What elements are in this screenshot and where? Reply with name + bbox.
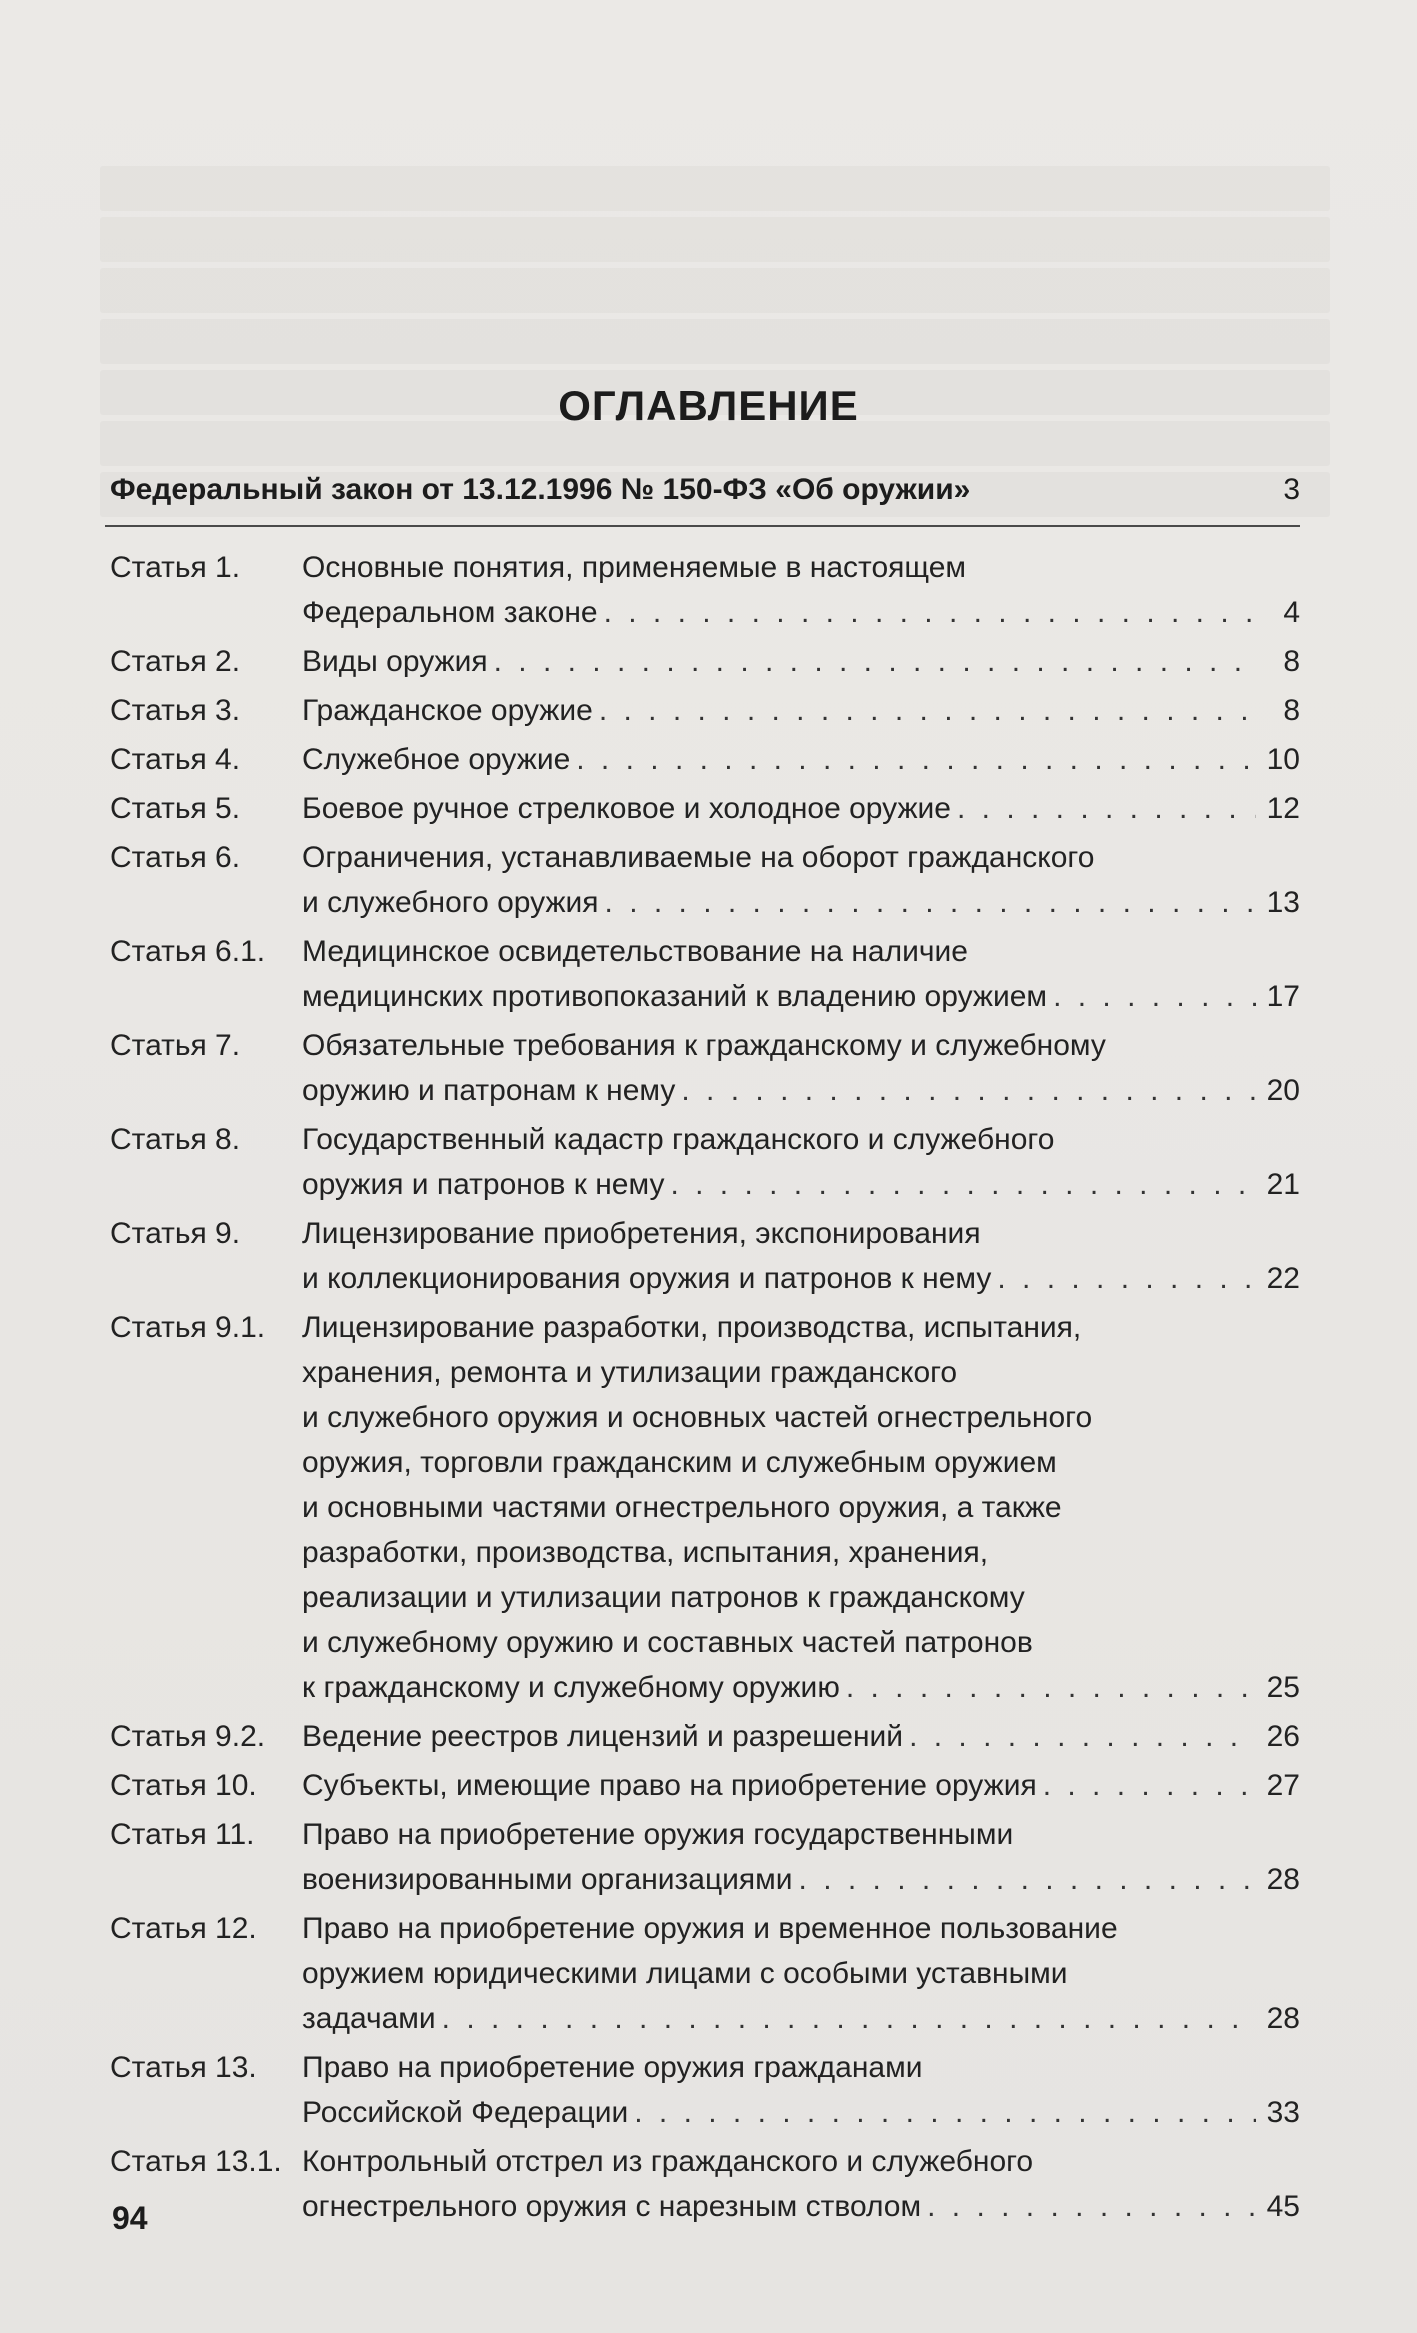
article-title [302,1906,1300,2041]
article-title-last-line [302,1162,1300,1207]
article-title-line: Боевое ручное стрелковое и холодное оружие [302,792,951,825]
page-number: 8 [1283,645,1300,678]
article-title-last-line [302,974,1300,1019]
article-title [302,1117,1300,1207]
article-title-line: оружия и патронов к нему [302,1168,665,1201]
article-title [302,1714,1300,1759]
dot-leader [605,880,1256,925]
page-number: 4 [1283,596,1300,629]
page-number: 17 [1266,980,1300,1013]
article-title-line: Право на приобретение оружия и временное пользование [302,1912,1118,1945]
article-title-last-line [302,1714,1300,1759]
article-title-line: Субъекты, имеющие право на приобретение оружия [302,1769,1037,1802]
article-title-last-line [302,639,1300,684]
dot-leader [909,1714,1256,1759]
article-title [302,1305,1300,1710]
page-number: 26 [1266,1720,1300,1753]
article-number: Статья 6. [110,841,241,874]
article-title-line: Лицензирование приобретения, экспонирования [302,1217,981,1250]
article-title-line: и основными частями огнестрельного оружия, а также [302,1491,1062,1524]
dot-leader [1043,1763,1256,1808]
article-title-line: и служебному оружию и составных частей патронов [302,1626,1033,1659]
table-of-contents [110,545,1300,2233]
toc-entry [110,835,1300,925]
article-title-last-line [302,688,1300,733]
article-title-line: Право на приобретение оружия государственными [302,1818,1014,1851]
article-title-line: Контрольный отстрел из гражданского и служебного [302,2145,1034,2178]
bleed-through-shading [100,160,1330,523]
dot-leader [442,1996,1256,2041]
dot-leader [927,2184,1256,2229]
page-number: 33 [1266,2096,1300,2129]
article-number: Статья 6.1. [110,935,266,968]
article-title-line: Гражданское оружие [302,694,593,727]
law-page-number: 3 [1283,473,1300,506]
article-title [302,737,1300,782]
article-number: Статья 9.2. [110,1720,266,1753]
article-title [302,929,1300,1019]
page-number: 22 [1266,1262,1300,1295]
toc-entry [110,1023,1300,1113]
dot-leader [997,1256,1256,1301]
article-number: Статья 8. [110,1123,241,1156]
article-title [302,1812,1300,1902]
toc-entry [110,786,1300,831]
article-title-line: Служебное оружие [302,743,571,776]
article-title-line: задачами [302,2002,436,2035]
article-title-last-line [302,2090,1300,2135]
article-number: Статья 10. [110,1769,257,1802]
article-title [302,639,1300,684]
article-number: Статья 12. [110,1912,257,1945]
article-title-last-line [302,1068,1300,1113]
article-number: Статья 13.1. [110,2145,282,2178]
article-title-line: Медицинское освидетельствование на наличие [302,935,968,968]
article-title-line: к гражданскому и служебному оружию [302,1671,840,1704]
dot-leader [681,1068,1256,1113]
toc-entry [110,688,1300,733]
article-number: Статья 9.1. [110,1311,266,1344]
dot-leader [634,2090,1256,2135]
page-number: 20 [1266,1074,1300,1107]
article-title-line: огнестрельного оружия с нарезным стволом [302,2190,922,2223]
article-title-last-line [302,1857,1300,1902]
page-number: 10 [1266,743,1300,776]
law-heading: Федеральный закон от 13.12.1996 № 150-ФЗ «Об оружии» [110,473,971,506]
toc-entry [110,1714,1300,1759]
article-number: Статья 4. [110,743,241,776]
article-title [302,835,1300,925]
article-number: Статья 13. [110,2051,257,2084]
article-number: Статья 3. [110,694,241,727]
article-title-line: Основные понятия, применяемые в настоящем [302,551,967,584]
page-folio: 94 [112,2200,148,2236]
article-title-last-line [302,2184,1300,2229]
toc-entry [110,2139,1300,2229]
article-title-line: и служебного оружия и основных частей огнестрельного [302,1401,1093,1434]
article-title [302,1023,1300,1113]
page-title: ОГЛАВЛЕНИЕ [558,382,859,429]
article-title-line: Государственный кадастр гражданского и служебного [302,1123,1055,1156]
page-number: 27 [1266,1769,1300,1802]
page-number: 25 [1266,1671,1300,1704]
toc-entry [110,1211,1300,1301]
article-title [302,1211,1300,1301]
article-title [302,2045,1300,2135]
toc-entry [110,929,1300,1019]
dot-leader [604,590,1256,635]
article-title-line: Обязательные требования к гражданскому и служебному [302,1029,1106,1062]
separator-rule [105,525,1300,527]
article-number: Статья 1. [110,551,241,584]
dot-leader [1053,974,1256,1019]
page-number: 28 [1266,2002,1300,2035]
dot-leader [599,688,1256,733]
article-number: Статья 9. [110,1217,241,1250]
dot-leader [670,1162,1256,1207]
article-title-last-line [302,786,1300,831]
toc-entry [110,737,1300,782]
toc-entry [110,639,1300,684]
dot-leader [846,1665,1256,1710]
toc-entry [110,1763,1300,1808]
article-title-line: разработки, производства, испытания, хранения, [302,1536,989,1569]
article-title-line: медицинских противопоказаний к владению оружием [302,980,1048,1013]
article-title-line: военизированными организациями [302,1863,793,1896]
article-number: Статья 5. [110,792,241,825]
toc-entry [110,1906,1300,2041]
toc-entry [110,2045,1300,2135]
article-title-last-line [302,880,1300,925]
page-number: 28 [1266,1863,1300,1896]
page-number: 12 [1266,792,1300,825]
article-title-line: оружию и патронам к нему [302,1074,676,1107]
dot-leader [957,786,1256,831]
page-number: 45 [1266,2190,1300,2223]
article-title-line: и коллекционирования оружия и патронов к нему [302,1262,992,1295]
article-title-line: Российской Федерации [302,2096,629,2129]
article-title-line: и служебного оружия [302,886,599,919]
article-title-last-line [302,1763,1300,1808]
article-title-last-line [302,1256,1300,1301]
article-title-line: Ведение реестров лицензий и разрешений [302,1720,904,1753]
article-title-line: Лицензирование разработки, производства, испытания, [302,1311,1082,1344]
article-title-last-line [302,1996,1300,2041]
article-number: Статья 2. [110,645,241,678]
article-title-line: Федеральном законе [302,596,598,629]
article-title-line: реализации и утилизации патронов к гражданскому [302,1581,1025,1614]
article-number: Статья 7. [110,1029,241,1062]
page-number: 8 [1283,694,1300,727]
toc-entry [110,1812,1300,1902]
article-title-last-line [302,737,1300,782]
dot-leader [576,737,1256,782]
article-title-line: оружия, торговли гражданским и служебным оружием [302,1446,1057,1479]
page-number: 21 [1266,1168,1300,1201]
dot-leader [494,639,1256,684]
article-title-line: Ограничения, устанавливаемые на оборот гражданского [302,841,1095,874]
article-title [302,545,1300,635]
article-title-line: оружием юридическими лицами с особыми уставными [302,1957,1068,1990]
article-title-last-line [302,1665,1300,1710]
article-title [302,688,1300,733]
dot-leader [799,1857,1256,1902]
page-number: 13 [1266,886,1300,919]
article-title-last-line [302,590,1300,635]
article-title [302,786,1300,831]
article-title [302,2139,1300,2229]
article-title-line: Виды оружия [302,645,488,678]
article-number: Статья 11. [110,1818,255,1851]
toc-entry [110,1117,1300,1207]
article-title-line: хранения, ремонта и утилизации гражданского [302,1356,958,1389]
article-title [302,1763,1300,1808]
toc-entry [110,1305,1300,1710]
toc-entry [110,545,1300,635]
article-title-line: Право на приобретение оружия гражданами [302,2051,923,2084]
